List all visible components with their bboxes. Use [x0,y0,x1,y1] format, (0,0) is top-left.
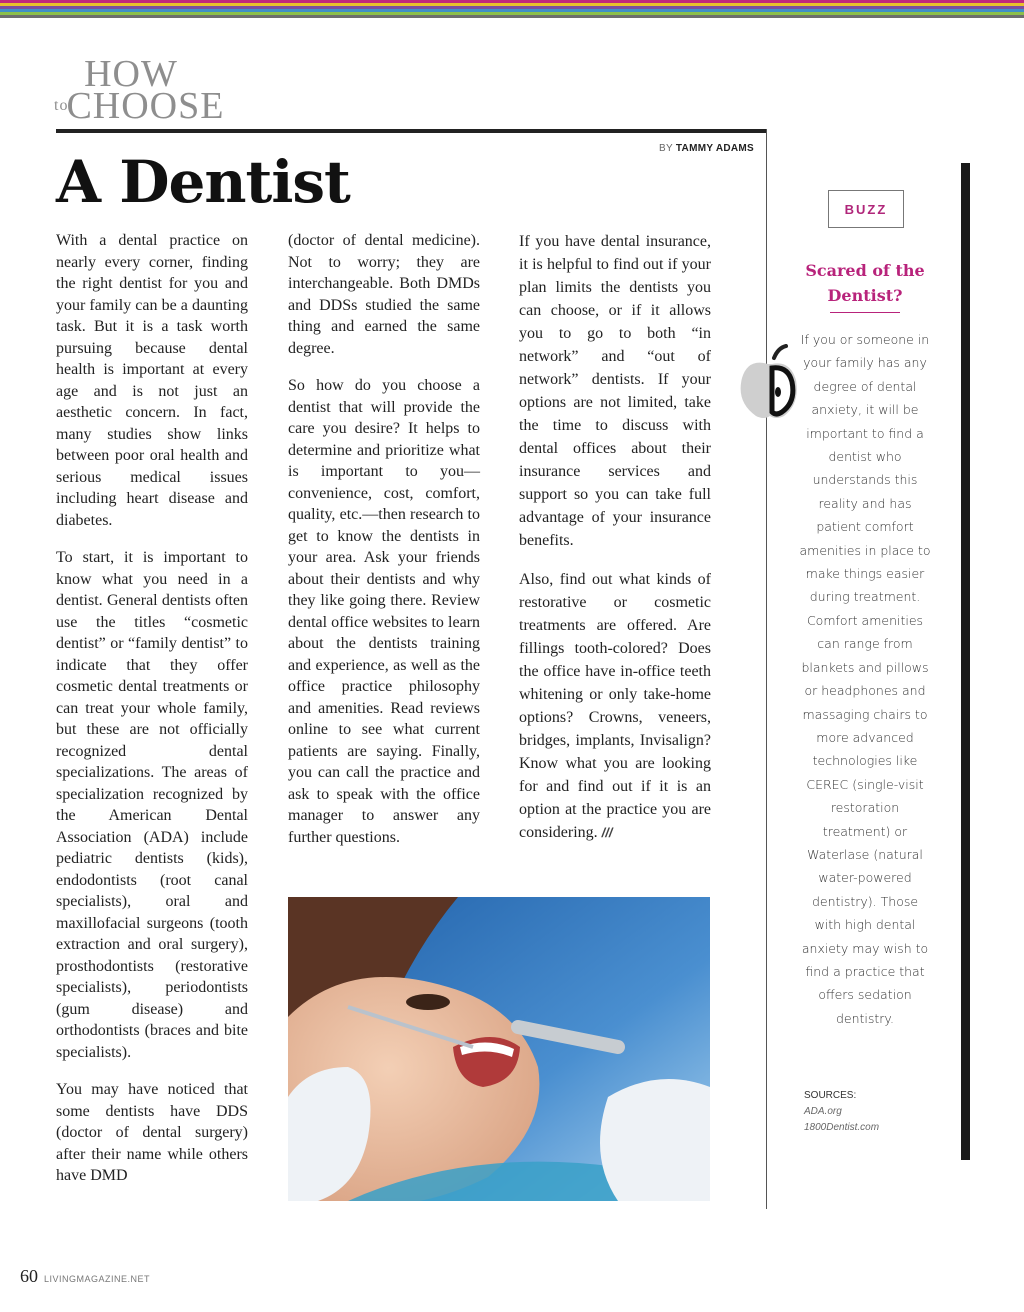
photo-illustration [288,897,710,1201]
top-color-stripes [0,0,1024,18]
byline-by: BY [659,143,673,154]
sidebar-title-line-2: Dentist? [827,286,903,305]
sidebar-body: If you or someone in your family has any degree of dental anxiety, it will be important to find a dentist who understands this reality and has patient comfort amenities in place to make things easier during treatment. Comfort amenities can range from blankets and pillows or headphones and massaging chairs to more advanced technologies like CEREC (single-visit restoration treatment) or Waterlase (natural water-powered dentistry). Those with high dental anxiety may wish to find a practice that offers sedation dentistry. [799,332,931,1026]
paragraph: To start, it is important to know what you need in a dentist. General dentists often use the titles “cosmetic dentist” or “family dentist” to indicate that they offer cosmetic dental treatments or can treat your whole family, but these are not officially recognized dental specializations. The areas of specialization recognized by the American Dental Association (ADA) include pediatric dentists (kids), endodontists (root canal specialists), oral and maxillofacial surgeons (tooth extraction and oral surgery), prosthodontists (restorative specialists), periodontists (gum disease) and orthodontists (braces and bite specialists). [56,549,248,1061]
column-divider [766,129,767,1209]
source-link: ADA.org [804,1106,842,1117]
paragraph: If you have dental insurance, it is helpful to find out if your plan limits the dentists you can choose, or if it allows you to go to both “in network” and “out of network” dentists. If your options are not limited, take the time to discuss with dental offices about their insurance services and support so you can take full advantage of your insurance benefits. [519,233,711,549]
article-title: A Dentist [56,148,350,216]
footer-site: LIVINGMAGAZINE.NET [44,1274,151,1284]
paragraph: So how do you choose a dentist that will provide the care you desire? It helps to determine and prioritize what is important to you—convenience, cost, comfort, quality, etc.—then research to get to know the dentists in your area. Ask your friends about their dentists and why they like going there. Review dental office websites to learn about the dentists training and experience, as well as the office practice philosophy and amenities. Read reviews online to see what current patients are saying. Finally, you can call the practice and ask to speak with the office manager to answer any further questions. [288,377,480,846]
source-link: 1800Dentist.com [804,1122,880,1133]
sidebar-title-rule [830,312,900,313]
paragraph: (doctor of dental medicine). Not to worry; they are interchangeable. Both DMDs and DDSs studied the same thing and earned the same degree. [288,232,480,357]
kicker-choose: CHOOSE [66,85,225,127]
sidebar-title-line-1: Scared of the [805,261,925,280]
paragraph-text: Also, find out what kinds of restorative or cosmetic treatments are offered. Are fillings tooth-colored? Does the office have in-office teeth whitening or only take-home options? Crowns, veneers, bridges, implants, Invisalign? Know what you are looking for and find out if it is an option at the practice you are considering. [519,571,711,841]
apple-icon-graphic [738,344,802,424]
kicker-choose-line [54,85,225,130]
stripe [0,15,1024,18]
paragraph [519,568,711,844]
paragraph: With a dental practice on nearly every corner, finding the right dentist for you and your family can be a daunting task. But it is a task worth pursuing because dental health is important at every age and is not just an aesthetic concern. In fact, many studies show links between poor oral health and serious medical issues including heart disease and diabetes. [56,232,248,529]
sidebar-vertical-bar [961,163,970,1160]
end-mark: /// [601,825,613,840]
buzz-tag: BUZZ [828,190,904,228]
page-footer [20,1266,150,1287]
kicker-to: to [54,97,69,114]
section-kicker [54,53,225,130]
article-column-2 [288,230,480,864]
dental-exam-photo [288,897,710,1201]
apple-icon [738,344,802,424]
paragraph: You may have noticed that some dentists have DDS (doctor of dental surgery) after their name while others have DMD [56,1081,248,1184]
byline-author: TAMMY ADAMS [675,143,754,154]
sidebar-sources [804,1088,879,1136]
header-rule [56,129,767,133]
byline [659,143,754,154]
article-column-1 [56,230,248,1203]
page-number: 60 [20,1266,38,1286]
sidebar-title [798,258,932,313]
kicker-how: HOW [84,53,178,95]
sources-label: SOURCES: [804,1090,857,1101]
article-column-3 [519,230,711,860]
